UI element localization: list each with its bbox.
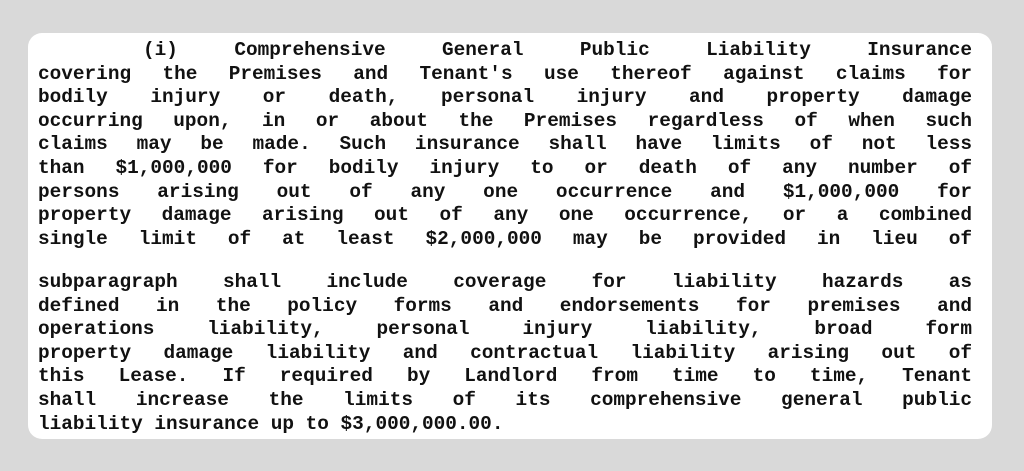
text-line: bodily injury or death, personal injury and property damage [38,86,972,109]
text-line: than $1,000,000 for bodily injury to or death of any number of [38,156,972,179]
document-card [28,33,992,439]
text-line: covering the Premises and Tenant's use thereof against claims for [38,62,972,85]
text-line: subparagraph shall include coverage for liability hazards as [38,271,972,293]
text-line: occurring upon, in or about the Premises regardless of when such [38,109,972,132]
text-line: liability insurance up to $3,000,000.00. [38,412,504,435]
text-line: defined in the policy forms and endorsements for premises and [38,294,972,317]
text-line: claims may be made. Such insurance shall have limits of not less [38,133,972,156]
insurance-clause-paragraph-2 [38,271,972,436]
text-line: operations liability, personal injury liability, broad form [38,318,972,341]
insurance-clause-paragraph-1 [38,39,972,251]
text-line: property damage arising out of any one occurrence, or a combined [38,204,972,227]
text-line: shall increase the limits of its comprehensive general public [38,388,972,411]
text-line: this Lease. If required by Landlord from time to time, Tenant [38,365,972,388]
text-line: persons arising out of any one occurrence and $1,000,000 for [38,180,972,203]
text-line: property damage liability and contractual liability arising out of [38,341,972,364]
text-line: single limit of at least $2,000,000 may be provided in lieu of [38,227,972,250]
text-line: (i) Comprehensive General Public Liability Insurance [143,39,972,61]
